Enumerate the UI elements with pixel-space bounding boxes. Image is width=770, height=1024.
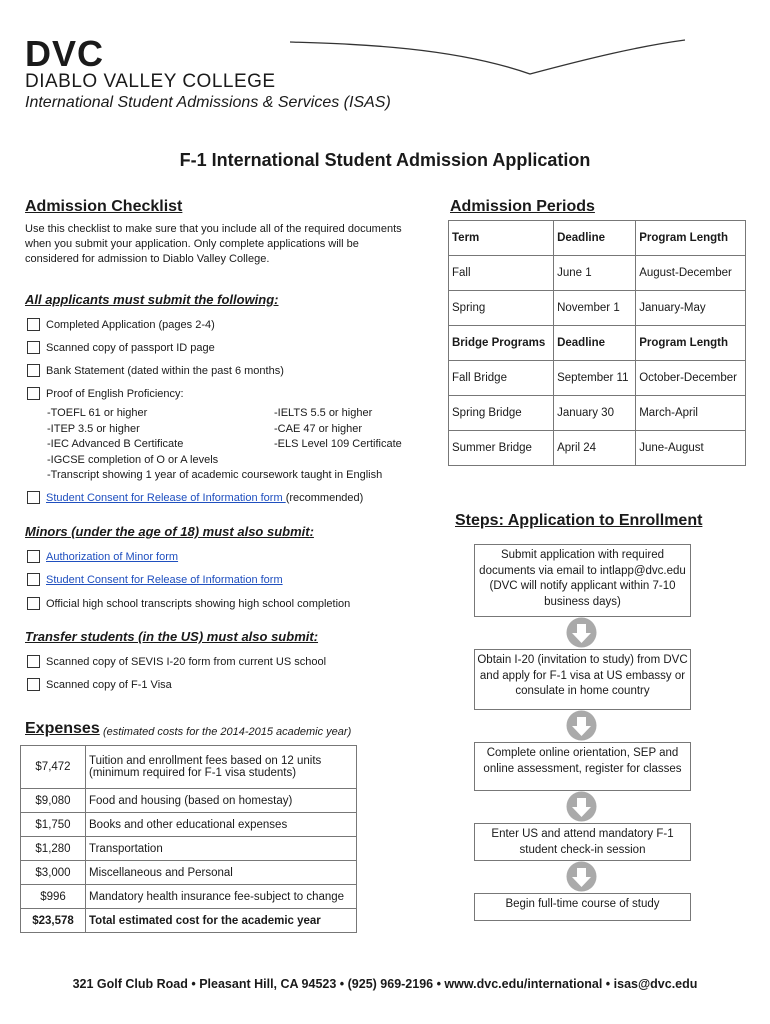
checkbox[interactable] xyxy=(27,550,40,563)
step-box: Obtain I-20 (invitation to study) from DVC and apply for F-1 visa at US embassy or consulate in home country xyxy=(474,649,691,710)
table-row-total: $23,578 Total estimated cost for the academic year xyxy=(21,909,357,933)
table-row: Summer Bridge April 24 June-August xyxy=(449,431,746,466)
expenses-heading: Expenses xyxy=(25,720,100,737)
down-arrow-icon xyxy=(566,791,597,822)
table-row: $996 Mandatory health insurance fee-subject to change xyxy=(21,885,357,909)
table-row: $9,080 Food and housing (based on homestay) xyxy=(21,789,357,813)
checkbox[interactable] xyxy=(27,387,40,400)
checkbox[interactable] xyxy=(27,597,40,610)
down-arrow-icon xyxy=(566,617,597,648)
minor-form-link[interactable]: Authorization of Minor form xyxy=(46,550,179,563)
table-row: Spring Bridge January 30 March-April xyxy=(449,396,746,431)
checkbox[interactable] xyxy=(27,678,40,691)
table-header: Bridge Programs Deadline Program Length xyxy=(449,326,746,361)
step-box: Submit application with required documents via email to intlapp@dvc.edu (DVC will notify applicant within 7-10 business days) xyxy=(474,544,691,617)
english-proficiency-options: -TOEFL 61 or higher -IELTS 5.5 or higher -ITEP 3.5 or higher -CAE 47 or higher -IEC Advanced B Certificate -ELS Level 109 Certificate -IGCSE completion of O or A levels -Transcript showing 1 year of academic coursework taught in English xyxy=(47,407,402,481)
checklist-heading: Admission Checklist xyxy=(25,198,183,215)
checklist-item[interactable]: Proof of English Proficiency: xyxy=(27,387,184,400)
checklist-item-consent[interactable]: Student Consent for Release of Information form (recommended) xyxy=(27,491,363,504)
table-row: $1,280 Transportation xyxy=(21,837,357,861)
all-applicants-heading: All applicants must submit the following: xyxy=(25,292,279,307)
checklist-item[interactable]: Scanned copy of F-1 Visa xyxy=(27,678,172,691)
transfer-heading: Transfer students (in the US) must also submit: xyxy=(25,629,319,644)
checklist-item[interactable]: Completed Application (pages 2-4) xyxy=(27,318,215,331)
consent-form-link[interactable]: Student Consent for Release of Information form xyxy=(46,491,286,504)
table-row: $1,750 Books and other educational expenses xyxy=(21,813,357,837)
step-box: Begin full-time course of study xyxy=(474,893,691,921)
minors-heading: Minors (under the age of 18) must also submit: xyxy=(25,524,314,539)
checklist-item[interactable] xyxy=(27,550,178,563)
dvc-logo: DVC xyxy=(25,33,105,74)
header-swoosh xyxy=(290,36,690,81)
periods-heading: Admission Periods xyxy=(450,198,595,215)
table-row: Fall June 1 August-December xyxy=(449,256,746,291)
expenses-table xyxy=(20,745,357,933)
checkbox[interactable] xyxy=(27,364,40,377)
table-row: $3,000 Miscellaneous and Personal xyxy=(21,861,357,885)
step-box: Complete online orientation, SEP and online assessment, register for classes xyxy=(474,742,691,791)
checkbox[interactable] xyxy=(27,491,40,504)
college-name: DIABLO VALLEY COLLEGE xyxy=(25,71,276,92)
table-header: Term Deadline Program Length xyxy=(449,221,746,256)
checklist-item[interactable]: Official high school transcripts showing high school completion xyxy=(27,597,350,610)
footer-contact: 321 Golf Club Road • Pleasant Hill, CA 94523 • (925) 969-2196 • www.dvc.edu/international • isas@dvc.edu xyxy=(72,977,698,991)
checklist-item[interactable]: Scanned copy of SEVIS I-20 form from current US school xyxy=(27,655,326,668)
checkbox[interactable] xyxy=(27,318,40,331)
admission-periods-table xyxy=(448,220,746,466)
table-row: Spring November 1 January-May xyxy=(449,291,746,326)
steps-heading: Steps: Application to Enrollment xyxy=(455,512,703,529)
consent-form-link[interactable]: Student Consent for Release of Information form xyxy=(46,573,283,586)
down-arrow-icon xyxy=(566,861,597,892)
checkbox[interactable] xyxy=(27,341,40,354)
checkbox[interactable] xyxy=(27,573,40,586)
expenses-note: (estimated costs for the 2014-2015 academic year) xyxy=(103,726,352,738)
page-title: F-1 International Student Admission Application xyxy=(179,150,591,170)
table-row: Fall Bridge September 11 October-December xyxy=(449,361,746,396)
checklist-item[interactable]: Scanned copy of passport ID page xyxy=(27,341,215,354)
down-arrow-icon xyxy=(566,710,597,741)
table-row: $7,472 Tuition and enrollment fees based on 12 units (minimum required for F-1 visa students) xyxy=(21,746,357,789)
checklist-intro: Use this checklist to make sure that you include all of the required documents when you submit your application. Only complete applications will be considered for admission to Diablo Valley College. xyxy=(25,223,402,265)
checklist-item[interactable]: Bank Statement (dated within the past 6 months) xyxy=(27,364,284,377)
step-box: Enter US and attend mandatory F-1 student check-in session xyxy=(474,823,691,861)
checklist-item[interactable] xyxy=(27,573,283,586)
department-name: International Student Admissions & Services (ISAS) xyxy=(25,94,391,111)
checkbox[interactable] xyxy=(27,655,40,668)
